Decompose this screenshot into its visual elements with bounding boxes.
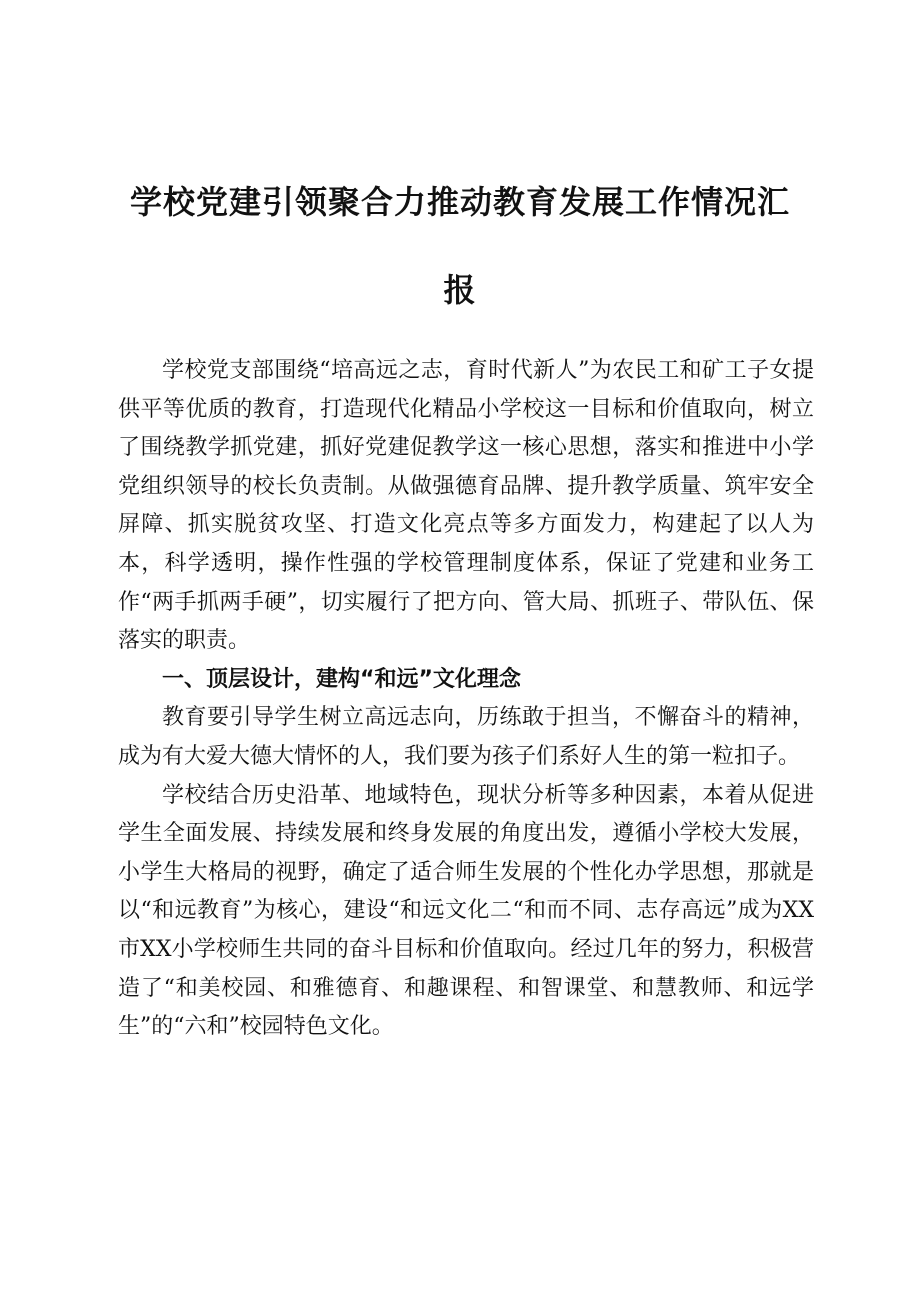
body-paragraph-1: 教育要引导学生树立高远志向，历练敢于担当，不懈奋斗的精神，成为有大爱大德大情怀的人，我们要为孩子们系好人生的第一粒扣子。 <box>118 705 814 769</box>
intro-paragraph: 学校党支部围绕“培高远之志，育时代新人”为农民工和矿工子女提供平等优质的教育，打造现代化精品小学校这一目标和价值取向，树立了围绕教学抓党建，抓好党建促教学这一核心思想，落实和推进中小学党组织领导的校长负责制。从做强德育品牌、提升教学质量、筑牢安全屏障、抓实脱贫攻坚、打造文化亮点等多方面发力，构建起了以人为本，科学透明，操作性强的学校管理制度体系，保证了党建和业务工作“两手抓两手硬”，切实履行了把方向、管大局、抓班子、带队伍、保落实的职责。 <box>118 358 814 654</box>
document-body <box>118 352 814 1047</box>
body-paragraph-2: 学校结合历史沿革、地域特色，现状分析等多种因素，本着从促进学生全面发展、持续发展和终身发展的角度出发，遵循小学校大发展，小学生大格局的视野，确定了适合师生发展的个性化办学思想，那就是以“和远教育”为核心，建设“和远文化二“和而不同、志存高远”成为XX市XX小学校师生共同的奋斗目标和价值取向。经过几年的努力，积极营造了“和美校园、和雅德育、和趣课程、和智课堂、和慧教师、和远学生”的“六和”校园特色文化。 <box>118 782 814 1040</box>
title-line-2: 报 <box>443 271 477 309</box>
document-title <box>120 158 800 334</box>
section-heading-1: 一、顶层设计，建构“和远”文化理念 <box>162 666 521 692</box>
title-line-1: 学校党建引领聚合力推动教育发展工作情况汇 <box>129 183 790 221</box>
